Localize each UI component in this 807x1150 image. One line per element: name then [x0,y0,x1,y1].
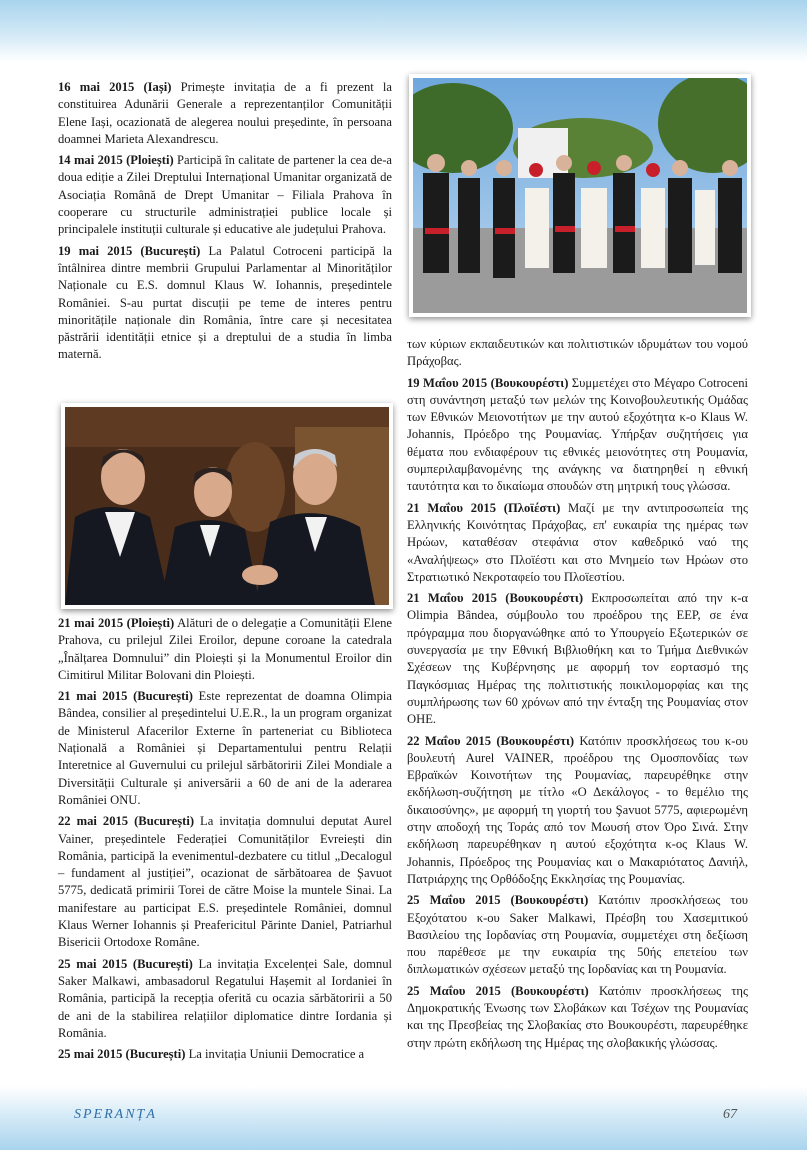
entry-text: Este reprezentat de doamna Olimpia Bândea, consilier al președintelui U.E.R., la un program organizat de Ministerul Afacerilor Externe în parteneriat cu Biblioteca Națională a României și Departamentului pentru Relații Interetnice al Guvernului cu prilejul sărbătoririi Zilei Mondiale a Diversității Culturale și aniversării a 60 de ani de la aderarea României ONU. [58,689,392,807]
officials-photo [61,403,393,609]
entry-paragraph [407,892,748,978]
entry-date: 25 Μαΐου 2015 (Βουκουρέστι) [407,983,589,998]
entry-paragraph [407,590,748,728]
right-column [407,336,748,1056]
entry-text: Participă în calitate de partener la cea de-a doua ediție a Zilei Dreptului Internațional Umanitar organizată de Asociația Română de Drept Umanitar – Filiala Prahova în cooperare cu structurile administrației publice locale și principalele instituții culturale și educative ale județului Prahova. [58,153,393,237]
magazine-name: SPERANȚA [74,1107,157,1122]
entry-text: Primește invitația de a fi prezent la constituirea Adunării Generale a reprezentanților Comunității Elene Iași, ocazionată de alegerea noului președinte, în persoana doamnei Marieta Alexandrescu. [58,80,393,146]
entry-paragraph [58,813,392,951]
entry-paragraph [407,375,748,496]
entry-text: Κατόπιν προσκλήσεως του Εξοχότατου κ-ου Saker Malkawi, Πρέσβη του Χασεμιτικού Βασιλείου της Ιορδανίας στη Ρουμανία, συμμετέχει στη δεξίωση που παρέθεσε με την ευκαιρία της 50ής επετείου των διπλωματικών σχέσεων μεταξύ της Ιορδανίας και τη Ρουμανία. [407,893,748,977]
entry-paragraph [58,152,392,238]
entry-text: La Palatul Cotroceni participă la întâlnirea dintre membrii Grupului Parlamentar al Minorităților Naționale cu E.S. domnul Klaus W. Iohannis, președintele României. S-au purtat discuții pe teme de interes pentru minoritățile naționale din România, între care și necesitatea păstrării identității etnice și a dreptului de a studia în limba maternă. [58,243,392,362]
entry-date: 16 mai 2015 (Iași) [58,80,172,94]
entry-paragraph [407,500,748,586]
entry-paragraph [58,688,392,809]
entry-text: Εκπροσωπείται από την κ-α Olimpia Bândea, σύμβουλο του προέδρου της ΕΕΡ, σε ένα πρόγραμμα που διοργανώθηκε από το Υπουργείο Εξωτερικών σε συνεργασία με την Εθνική Βιβλιοθήκη και το Τμήμα Διεθνικών Σχέσεων της Κυβέρνησης με αφορμή τον εορτασμό της Παγκόσμιας Ημέρας της πολιτιστικής ποικιλομορφίας και της συμπλήρωσης των 60 χρόνων από την ένταξη της Ρουμανίας στον ΟΗΕ. [407,591,748,727]
entry-paragraph [58,956,392,1042]
entry-date: 19 mai 2015 (București) [58,243,201,258]
entry-text: των κύριων εκπαιδευτικών και πολιτιστικών ιδρυμάτων του νομού Πράχοβας. [407,337,748,369]
entry-paragraph [407,733,748,889]
entry-paragraph [407,336,748,371]
entry-date: 22 mai 2015 (București) [58,814,195,829]
left-column-top [58,79,392,368]
entry-paragraph [58,1046,392,1063]
entry-date: 25 mai 2015 (București) [58,1047,186,1062]
entry-date: 19 Μαΐου 2015 (Βουκουρέστι) [407,375,569,390]
entry-text: Alături de o delegație a Comunității Elene Prahova, cu prilejul Zilei Eroilor, depune coroane la catedrala „Înălțarea Domnului” din Ploiești și la Monumentul Eroilor din Cimitirul Militar Bolovani din Ploiești. [58,616,393,682]
entry-text: La invitația Uniunii Democratice a [185,1047,365,1062]
entry-paragraph [407,983,748,1052]
entry-text: Κατόπιν προσκλήσεως του κ-ου βουλευτή Aurel VAINER, προέδρου της Ομοσπονδίας των Εβραϊκών Κοινοτήτων της Ρουμανίας, παρευρέθηκε στην εκδήλωση-συζήτηση με τίτλο «Ο Δεκάλογος - το θεμέλιο της δικαιοσύνης», με αφορμή τη γιορτή του Şavuot 5775, αφιερωμένη στην αποδοχή της Τοράς από τον Μωυσή στον Όρο Σινά. Στην εκδήλωση παρευρέθηκαν η αυτού εξοχότητα κ-ος Klaus W. Johannis, Πρόεδρος της Ρουμανίας και ο Μακαριότατος Δανιήλ, Πατριάρχης της Ορθόδοξης Εκκλησίας της Ρουμανίας. [407,733,748,886]
entry-date: 25 mai 2015 (București) [58,956,193,971]
entry-date: 21 Μαΐου 2015 (Πλοϊέστι) [407,500,561,515]
entry-date: 21 mai 2015 (București) [58,689,194,704]
entry-date: 25 Μαΐου 2015 (Βουκουρέστι) [407,893,589,908]
entry-date: 14 mai 2015 (Ploiești) [58,153,174,168]
entry-date: 22 Μαΐου 2015 (Βουκουρέστι) [407,733,575,748]
entry-text: Συμμετέχει στο Μέγαρο Cotroceni στη συνάντηση μεταξύ των μελών της Κοινοβουλευτικής Ομάδας των Εθνικών Μειονοτήτων με την αυτού εξοχότητα κ-ο Klaus W. Johannis, Πρόεδρο της Ρουμανίας. Υπήρξαν συζητήσεις για θέματα που ενδιαφέρουν τις εθνικές μειονότητες στη Ρουμανία, συμπεριλαμβανομένης της ανάγκης να διατηρηθεί η εθνική ταυτότητα και το δικαίωμα σπουδών στη μητρική τους γλώσσα. [407,375,748,494]
header-band [0,0,807,62]
entry-paragraph [58,79,392,148]
entry-text: Μαζί με την αντιπροσωπεία της Ελληνικής Κοινότητας Πράχοβας, επ' ευκαιρία της ημέρας των Ηρώων, καταθέσαν στεφάνια στον καθεδρικό ναό της «Αναλήψεως» στο Πλοϊέστι και στο Μνημείο των Ηρώων στο Στρατιωτικό Νεκροταφείο του Πλοϊεστίου. [407,500,748,584]
entry-text: Κατόπιν προσκλήσεως της Δημοκρατικής Ένωσης των Σλοβάκων και Τσέχων της Ρουμανίας και της Πρεσβείας της Σλοβακίας στο Βουκουρέστι, παρευρέθηκε στην πρώτη εκδήλωση της Ημέρας της σλοβακικής γλώσσας. [407,983,748,1050]
entry-date: 21 mai 2015 (Ploiești) [58,616,175,630]
entry-paragraph [58,615,392,684]
entry-date: 21 Μαΐου 2015 (Βουκουρέστι) [407,591,584,606]
left-column-bottom [58,615,392,1067]
dancers-photo [409,74,751,317]
entry-text: La invitația domnului deputat Aurel Vainer, președintele Federației Comunităților Evreiești din România, participă la evenimentul-dezbatere cu titlul „Decalogul – fundament al justiției”, ocazionat de sărbătoarea de Șavuot 5775, dedicată primirii Torei de către Moise la muntele Sinai. La manifestare au participat E.S. președintele României, domnul Klaus Werner Iohannis și Preafericitul Părinte Daniel, Patriarhul Bisericii Ortodoxe Române. [58,814,392,950]
entry-paragraph [58,243,392,364]
page-number: 67 [723,1107,737,1122]
entry-text: La invitația Excelenței Sale, domnul Saker Malkawi, ambasadorul Regatului Hașemit al Iordaniei în România, participă la recepția oferită cu ocazia sărbătoririi a 50 de ani de la stabilirea relațiilor diplomatice dintre Iordania și România. [58,956,392,1040]
